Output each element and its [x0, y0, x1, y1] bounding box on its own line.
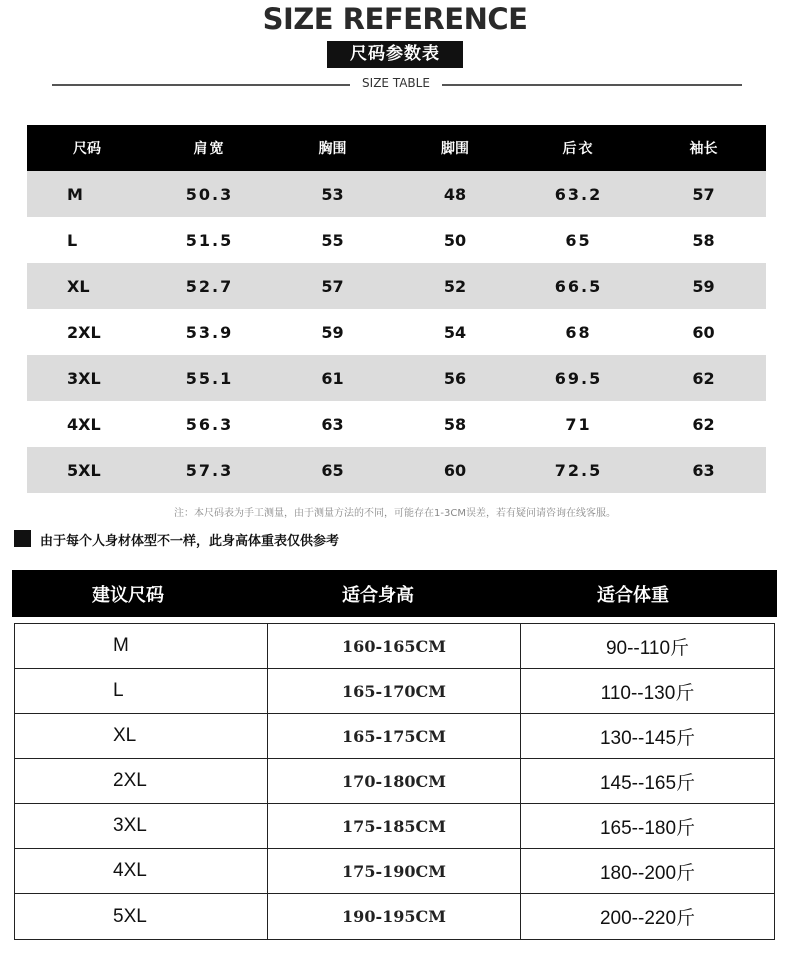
table-cell: 60 [443, 460, 467, 480]
table-cell: 200--220斤 [599, 908, 696, 929]
table-cell: 57.3 [185, 460, 234, 480]
table-cell: 4XL [15, 849, 268, 893]
divider-label: SIZE TABLE [362, 76, 430, 90]
table-cell: 63 [692, 460, 715, 480]
table-row [15, 894, 774, 939]
column-header-back-length: 后衣 [562, 141, 595, 157]
column-header-size: 尺码 [73, 141, 101, 157]
table-cell: 175-190CM [268, 849, 521, 893]
table-cell: 63 [321, 414, 344, 434]
table-cell: 160-165CM [268, 624, 521, 668]
fit-table-caption: 由于每个人身材体型不一样，此身高体重表仅供参考 [40, 534, 340, 549]
column-header-chest: 胸围 [318, 141, 347, 157]
page-title: SIZE REFERENCE [262, 2, 528, 36]
column-header-hem: 脚围 [441, 141, 469, 157]
table-cell: 50 [443, 230, 467, 250]
table-row [27, 217, 766, 263]
table-cell: 5XL [15, 894, 268, 939]
table-cell: 52 [443, 276, 467, 296]
divider-left [52, 84, 350, 86]
table-cell: 69.5 [554, 368, 603, 388]
table-row [15, 714, 774, 759]
square-bullet-icon [14, 530, 31, 547]
size-table [27, 125, 766, 493]
table-row [15, 669, 774, 714]
table-cell: 175-185CM [268, 804, 521, 848]
table-row [27, 355, 766, 401]
table-row [27, 171, 766, 217]
table-cell: XL [15, 714, 268, 758]
table-row [27, 309, 766, 355]
measurement-note: 注：本尺码表为手工测量，由于测量方法的不同，可能存在1-3CM误差，若有疑问请咨询在线客服。 [174, 508, 616, 519]
table-cell: 72.5 [554, 460, 603, 480]
table-cell: 55.1 [185, 368, 234, 388]
table-cell: 180--200斤 [599, 862, 696, 884]
table-cell: 71 [565, 414, 592, 434]
table-cell: 59 [321, 322, 344, 342]
size-table-header [27, 125, 766, 171]
table-row [27, 263, 766, 309]
table-cell: 51.5 [185, 230, 234, 250]
column-header-height: 适合身高 [342, 584, 414, 606]
table-cell: 62 [692, 368, 715, 388]
table-cell: L [15, 669, 268, 713]
table-cell: 65 [565, 230, 592, 250]
column-header-shoulder: 肩宽 [193, 141, 226, 157]
table-cell: 55 [321, 230, 344, 250]
fit-table-header [12, 570, 777, 617]
table-cell: 66.5 [554, 276, 603, 296]
table-cell: 145--165斤 [599, 772, 696, 794]
table-cell: 56.3 [185, 414, 234, 434]
table-cell: 53 [321, 184, 344, 204]
table-cell: 2XL [67, 322, 101, 342]
column-header-sleeve: 袖长 [689, 141, 718, 157]
table-cell: 3XL [67, 368, 101, 388]
page-subtitle: 尺码参数表 [327, 41, 463, 68]
table-cell: M [15, 624, 268, 668]
table-cell: 61 [321, 368, 344, 388]
table-cell: 68 [565, 322, 592, 342]
table-cell: 190-195CM [268, 894, 521, 939]
table-cell: 48 [443, 184, 467, 204]
table-cell: M [67, 184, 83, 204]
table-cell: 50.3 [185, 184, 234, 204]
table-cell: 65 [321, 460, 344, 480]
table-cell: 58 [443, 414, 467, 434]
table-cell: XL [67, 276, 90, 296]
column-header-recommended-size: 建议尺码 [92, 584, 164, 606]
table-cell: 165-175CM [268, 714, 521, 758]
table-row [15, 624, 774, 669]
table-cell: 58 [692, 230, 715, 250]
table-cell: 130--145斤 [599, 727, 696, 749]
table-cell: 62 [692, 414, 715, 434]
table-cell: 90--110斤 [605, 637, 690, 659]
divider-right [442, 84, 742, 86]
table-cell: 5XL [67, 460, 101, 480]
column-header-weight: 适合体重 [597, 584, 669, 606]
table-cell: 110--130斤 [600, 682, 695, 704]
table-row [27, 447, 766, 493]
table-row [27, 401, 766, 447]
table-cell: 54 [443, 322, 467, 342]
table-cell: 165-170CM [268, 669, 521, 713]
table-cell: 170-180CM [268, 759, 521, 803]
table-cell: 52.7 [185, 276, 234, 296]
table-cell: 56 [443, 368, 467, 388]
table-cell: 60 [692, 322, 715, 342]
table-row [15, 759, 774, 804]
table-cell: 57 [692, 184, 715, 204]
table-cell: 2XL [15, 759, 268, 803]
table-row [15, 849, 774, 894]
table-cell: 4XL [67, 414, 101, 434]
fit-table [14, 623, 775, 940]
table-cell: 3XL [15, 804, 268, 848]
table-cell: 53.9 [185, 322, 234, 342]
table-cell: L [67, 230, 78, 250]
table-cell: 63.2 [554, 184, 603, 204]
table-cell: 57 [321, 276, 344, 296]
table-cell: 59 [692, 276, 715, 296]
table-row [15, 804, 774, 849]
table-cell: 165--180斤 [599, 817, 696, 839]
